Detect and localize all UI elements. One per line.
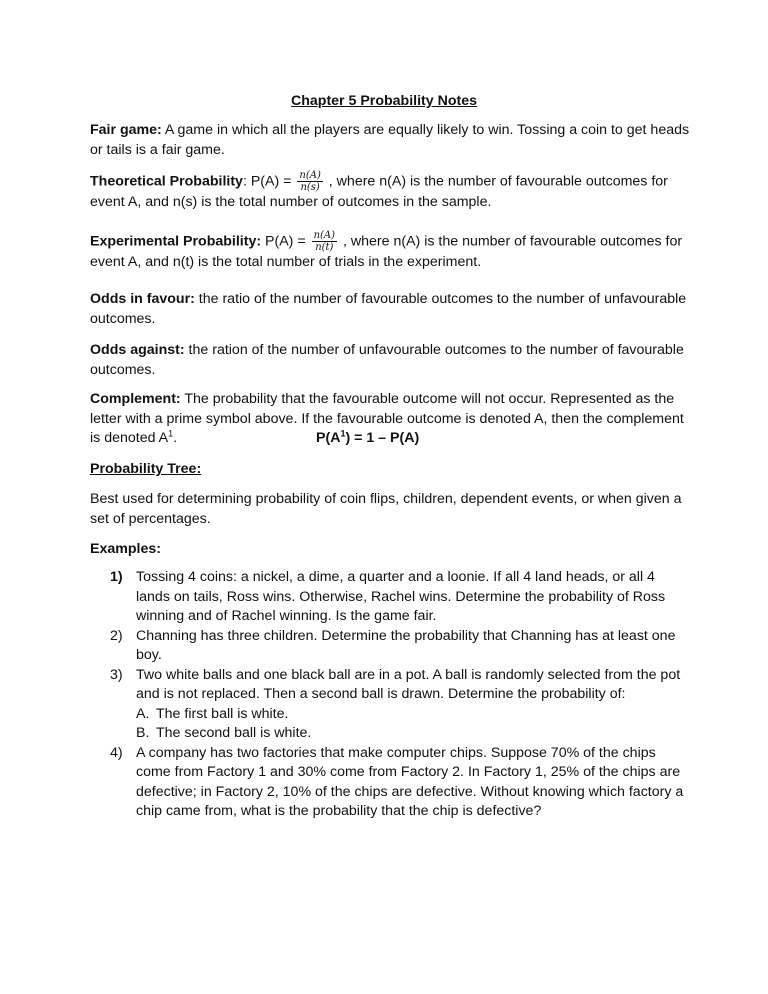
experimental-term: Experimental Probability: — [90, 233, 262, 250]
experimental-denominator: n(t) — [315, 242, 334, 253]
odds-in-favour-term: Odds in favour: — [90, 291, 195, 307]
item-number: 2) — [110, 627, 123, 644]
formula-part-a: P(A — [316, 430, 341, 446]
theoretical-pre: : P(A) = — [242, 173, 296, 190]
item-text: Tossing 4 coins: a nickel, a dime, a quarter and a loonie. If all 4 land heads, or all 4 lands on tails, Ross wins. Otherwise, Rachel wins. Determine the probability of Ross winning and of Rachel winning. Is the game fair. — [136, 569, 666, 624]
formula-superscript: 1 — [340, 428, 346, 439]
sub-item — [136, 705, 690, 725]
examples-list — [110, 568, 690, 822]
list-item — [110, 627, 690, 666]
experimental-text: , where n(A) is the number of favourable outcomes for event A, and n(t) is the total number of trials in the experiment. — [90, 233, 683, 270]
item-number: 3) — [110, 666, 123, 683]
odds-in-favour-text: the ratio of the number of favourable outcomes to the number of unfavourable outcomes. — [90, 291, 687, 327]
sub-item — [136, 724, 690, 744]
complement-term: Complement: — [90, 391, 181, 407]
theoretical-definition — [90, 170, 690, 213]
theoretical-denominator: n(s) — [300, 182, 320, 193]
item-text: Channing has three children. Determine the probability that Channing has at least one boy. — [136, 627, 676, 663]
sub-item-text: The second ball is white. — [156, 725, 312, 741]
complement-superscript: 1 — [168, 428, 174, 439]
list-item — [110, 744, 690, 822]
theoretical-fraction — [297, 170, 322, 193]
page-title: Chapter 5 Probability Notes — [290, 93, 478, 109]
experimental-definition — [90, 230, 690, 273]
fair-game-text: A game in which all the players are equally likely to win. Tossing a coin to get heads or tails is a fair game. — [90, 122, 690, 158]
complement-end: . — [173, 430, 178, 446]
probability-tree-heading — [90, 460, 690, 480]
sub-item-letter: B. — [136, 725, 150, 741]
item-text: A company has two factories that make computer chips. Suppose 70% of the chips come from Factory 1 and 30% come from Factory 2. In Factory 1, 25% of the chips are defective; in Factory 2, 10% of the chips are defective. Without knowing which factory a chip came from, what is the probability that the chip is defective? — [136, 744, 684, 819]
odds-against-term: Odds against: — [90, 342, 185, 358]
sub-item-text: The first ball is white. — [156, 705, 289, 722]
examples-heading — [90, 540, 690, 560]
item-text: Two white balls and one black ball are in a pot. A ball is randomly selected from the pot and is not replaced. Then a second ball is drawn. Determine the probability of: — [136, 666, 681, 702]
experimental-fraction — [312, 230, 337, 253]
probability-tree-heading-text: Probability Tree: — [90, 461, 202, 477]
sub-item-letter: A. — [136, 705, 150, 722]
odds-against-text: the ration of the number of unfavourable outcomes to the number of favourable outcomes. — [90, 342, 684, 378]
complement-formula — [316, 429, 419, 449]
odds-against-definition — [90, 341, 690, 380]
experimental-pre: P(A) = — [261, 233, 310, 250]
list-item — [110, 568, 690, 627]
formula-part-b: ) = 1 – P(A) — [345, 430, 420, 446]
item-number: 4) — [110, 744, 123, 761]
theoretical-term: Theoretical Probability — [90, 173, 243, 190]
experimental-numerator: n(A) — [313, 230, 336, 241]
probability-tree-text: Best used for determining probability of coin flips, children, dependent events, or when given a set of percentages. — [90, 491, 682, 527]
theoretical-text: , where n(A) is the number of favourable outcomes for event A, and n(s) is the total number of outcomes in the sample. — [90, 173, 668, 210]
complement-text: The probability that the favourable outcome will not occur. Represented as the letter with a prime symbol above. If the favourable outcome is denoted A, then the complement is denoted A — [90, 391, 684, 446]
theoretical-numerator: n(A) — [299, 170, 321, 181]
examples-heading-text: Examples: — [90, 541, 161, 557]
fair-game-definition — [90, 121, 690, 160]
fair-game-term: Fair game: — [90, 122, 162, 138]
odds-in-favour-definition — [90, 290, 690, 329]
list-item — [110, 666, 690, 744]
item-number: 1) — [110, 569, 123, 585]
